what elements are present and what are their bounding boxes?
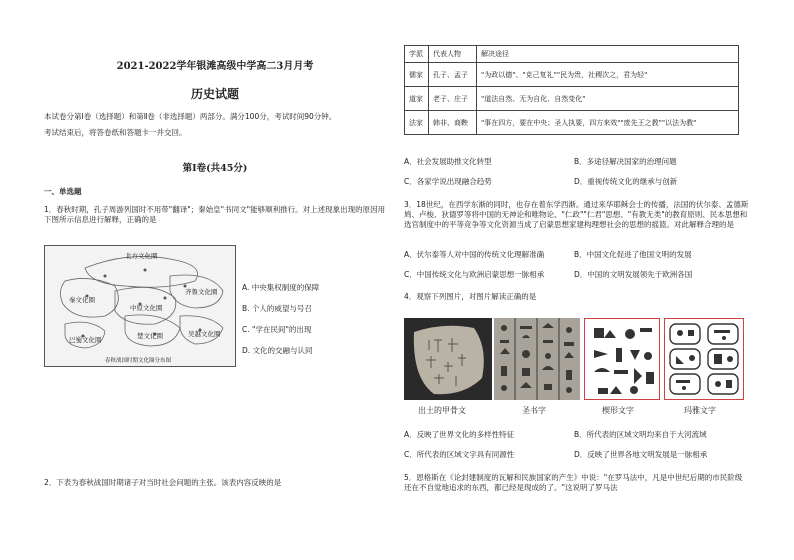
table-cell: 道家 [405,87,429,111]
exam-subject: 历史试题 [190,87,239,101]
table-header: 代表人物 [429,46,477,63]
q2-option-d: D．重视传统文化的继承与创新 [574,177,678,186]
table-cell: "道法自然、无为自化、自然变化" [477,87,739,111]
map-label-north: 北方文化圈 [125,252,158,260]
q2-option-c: C．各家学说出现融合趋势 [404,177,492,186]
question-4-options [404,430,744,470]
table-cell: 孔子、孟子 [429,63,477,87]
table-row [405,63,739,87]
map-label-bashu: 巴蜀文化圈 [69,336,102,344]
single-choice-heading: 一、单选题 [44,187,82,196]
q4-option-b: B．所代表的区域文明均来自于大河流域 [574,430,707,439]
q3-option-a: A．伏尔泰等人对中国的传统文化理解准确 [404,250,545,259]
question-3-text: 3．18世纪，在西学东渐的同时，也存在着东学西渐。通过来华耶稣会士的传播，法国的伏尔泰、孟德斯鸠、卢梭、狄德罗等将中国的无神论和唯物论、"仁政""仁君"思想、"有教无类"的教育原则、民本思想和选官制度中的平等竞争等文化资源当成了启蒙思想家建构理想社会的思想的摇篮。对此解释合理的是 [404,200,749,229]
cuneiform-image [584,318,660,400]
table-cell: 韩非、商鞅 [429,111,477,135]
q3-option-d: D．中国的文明发展领先于欧洲各国 [574,270,693,279]
q1-option-c: C. "学在民间"的出现 [242,325,312,334]
question-3-options [404,250,744,290]
instructions-line-2: 考试结束后，将答卷纸和答题卡一并交回。 [44,128,187,137]
caption-maya: 玛雅文字 [684,406,716,415]
q1-option-b: B. 个人的威望与号召 [242,304,312,313]
instructions [44,112,389,144]
question-5-text: 5．恩格斯在《论封建制度的瓦解和民族国家的产生》中说："在罗马法中，凡是中世纪后期的市民阶级还在不自觉地追求的东西，都已经是现成的了。"这说明了罗马法 [404,473,743,492]
table-cell: 法家 [405,111,429,135]
question-1-text: 1．春秋时期，孔子周游列国时不用带"翻译"；秦始皇"书同文"能够顺利推行。对上述现象出现的原因用下图所示信息进行解释，正确的是 [44,205,386,224]
map-label-wuyue: 吴越文化圈 [188,330,221,338]
question-1-options [242,283,392,367]
map-label-zhongyuan: 中原文化圈 [130,304,163,312]
table-header-row [405,46,739,63]
table-cell: "事在四方，要在中央；圣人执要，四方来效""废先王之教""以法为教" [477,111,739,135]
q1-option-a: A. 中央集权制度的保障 [242,283,320,292]
table-cell: 老子、庄子 [429,87,477,111]
map-label-chu: 楚文化圈 [137,332,163,340]
schools-table [404,45,739,135]
table-cell: "为政以德"、"克己复礼""民为贵，社稷次之，君为轻" [477,63,739,87]
q4-option-d: D．反映了世界各地文明发展是一脉相承 [574,450,708,459]
table-header: 解决途径 [477,46,739,63]
q1-option-d: D. 文化的交融与认同 [242,346,313,355]
section-title: 第Ⅰ卷(共45分) [182,163,248,174]
map-label-qin: 秦文化圈 [69,296,95,304]
caption-oracle-bone: 出土的甲骨文 [418,406,466,415]
exam-title: 2021-2022学年银滩高级中学高二3月月考 [116,61,314,72]
caption-hieroglyph: 圣书字 [522,406,546,415]
caption-cuneiform: 楔形文字 [602,406,634,415]
question-4-text: 4．观察下列图片，对图片解读正确的是 [404,292,537,301]
table-header: 学派 [405,46,429,63]
maya-script-image [664,318,744,400]
table-cell: 儒家 [405,63,429,87]
instructions-line-1: 本试卷分第Ⅰ卷（选择题）和第Ⅱ卷（非选择题）两部分。满分100分，考试时间90分钟。 [44,112,337,121]
q3-option-c: C．中国传统文化与欧洲启蒙思想一脉相承 [404,270,545,279]
question-2-options [404,157,744,197]
table-row [405,87,739,111]
culture-circle-map [44,245,236,367]
q4-option-a: A．反映了世界文化的多样性特征 [404,430,515,439]
table-row [405,111,739,135]
map-caption: 春秋战国时期文化圈分布图 [105,358,172,364]
q2-option-b: B．多途径解决国家的治理问题 [574,157,677,166]
question-2-text: 2．下表为春秋战国时期诸子对当时社会问题的主张。该表内容反映的是 [44,478,282,487]
q3-option-b: B．中国文化促进了他国文明的发展 [574,250,692,259]
q4-option-c: C．所代表的区域文字具有同源性 [404,450,515,459]
ancient-scripts-images [404,318,744,400]
map-label-qilu: 齐鲁文化圈 [185,288,218,296]
oracle-bone-image [404,318,492,400]
hieroglyph-image [494,318,580,400]
script-captions [404,405,744,419]
q2-option-a: A．社会发展助推文化转型 [404,157,492,166]
